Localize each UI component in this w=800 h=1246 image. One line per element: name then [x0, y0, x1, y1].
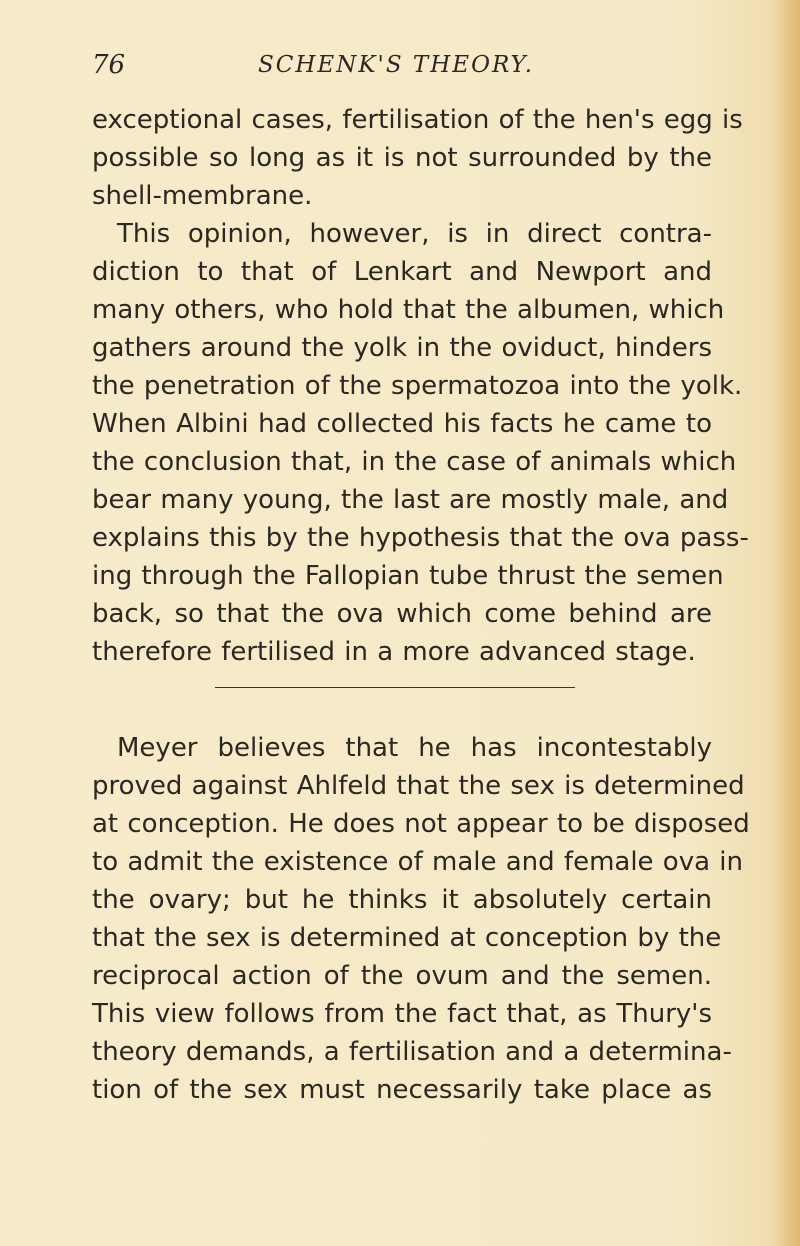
text-line: gathers around the yolk in the oviduct, hinders — [92, 333, 712, 363]
text-line: back, so that the ova which come behind are — [92, 599, 712, 629]
paragraph-3 — [92, 729, 750, 1109]
text-line: proved against Ahlfeld that the sex is determined — [92, 771, 745, 801]
running-title: SCHENK'S THEORY. — [258, 52, 535, 78]
text-line: theory demands, a fertilisation and a determina- — [92, 1037, 732, 1067]
text-line: therefore fertilised in a more advanced stage. — [92, 637, 696, 667]
paragraph-1 — [92, 101, 743, 215]
text-line: This view follows from the fact that, as Thury's — [92, 999, 712, 1029]
text-line: the ovary; but he thinks it absolutely certain — [92, 885, 712, 915]
text-line: to admit the existence of male and female ova in — [92, 847, 744, 877]
text-line: diction to that of Lenkart and Newport and — [92, 257, 712, 287]
text-line: the penetration of the spermatozoa into the yolk. — [92, 371, 743, 401]
text-line: that the sex is determined at conception by the — [92, 923, 722, 953]
page-number: 76 — [92, 50, 126, 80]
text-line: shell-membrane. — [92, 181, 313, 211]
running-head — [92, 50, 732, 90]
text-line: ing through the Fallopian tube thrust the semen — [92, 561, 724, 591]
paragraph-2 — [92, 215, 749, 671]
text-line: at conception. He does not appear to be disposed — [92, 809, 750, 839]
text-line: tion of the sex must necessarily take place as — [92, 1075, 712, 1105]
text-line: explains this by the hypothesis that the ova pass- — [92, 523, 749, 553]
page-edge-shadow — [772, 0, 800, 1246]
text-line: possible so long as it is not surrounded by the — [92, 143, 712, 173]
section-divider — [215, 687, 575, 688]
text-line: bear many young, the last are mostly male, and — [92, 485, 729, 515]
text-line: reciprocal action of the ovum and the semen. — [92, 961, 712, 991]
text-line: exceptional cases, fertilisation of the hen's egg is — [92, 105, 743, 135]
text-line: the conclusion that, in the case of animals which — [92, 447, 737, 477]
text-line: Meyer believes that he has incontestably — [117, 733, 712, 763]
text-line: This opinion, however, is in direct contra- — [117, 219, 712, 249]
text-line: When Albini had collected his facts he came to — [92, 409, 712, 439]
text-line: many others, who hold that the albumen, which — [92, 295, 725, 325]
